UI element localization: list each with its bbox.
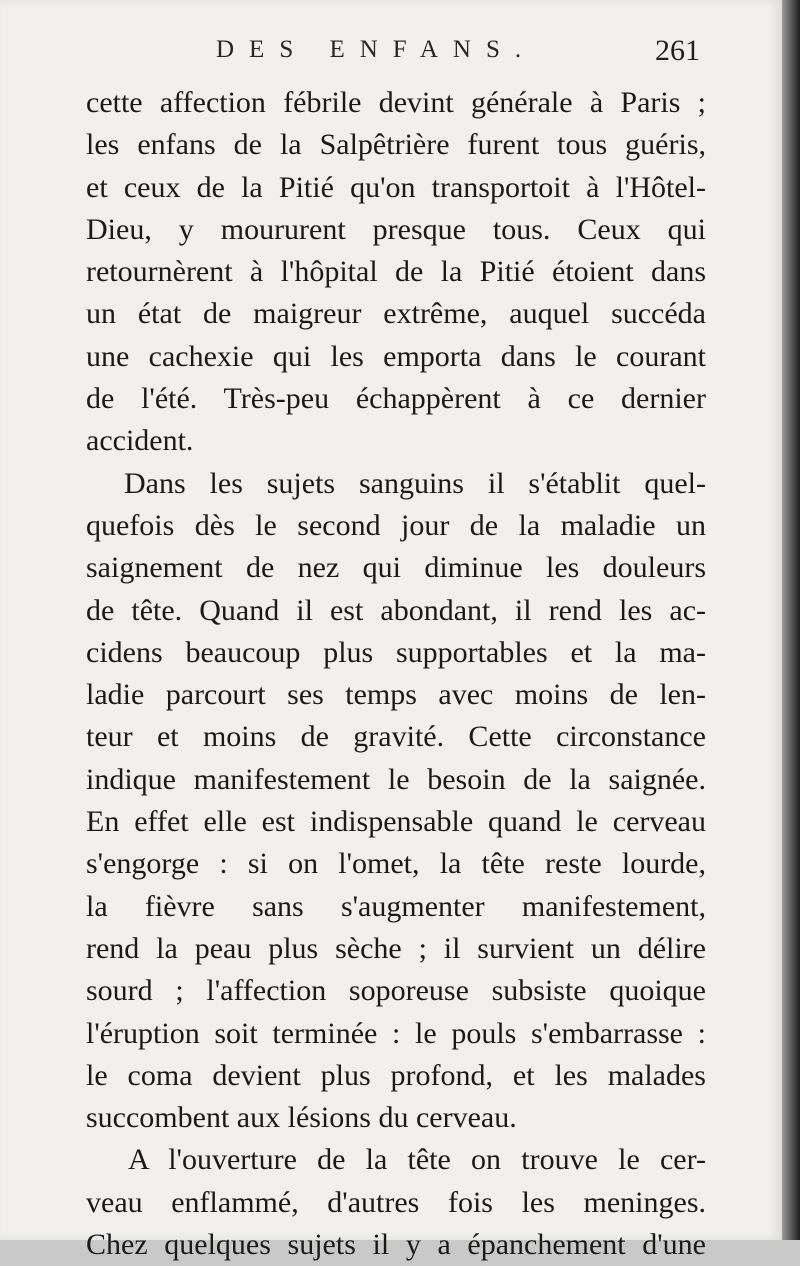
text-line: la fièvre sans s'augmenter manifestement,: [86, 889, 706, 923]
text-line: l'éruption soit terminée : le pouls s'embarrasse :: [86, 1016, 706, 1050]
text-line: quefois dès le second jour de la maladie un: [86, 508, 706, 542]
text-line: indique manifestement le besoin de la saignée.: [86, 762, 706, 796]
text-line: les enfans de la Salpêtrière furent tous guéris,: [86, 128, 706, 162]
text-line: s'engorge : si on l'omet, la tête reste lourde,: [86, 847, 706, 881]
page-header: [88, 34, 708, 74]
body-text: [86, 82, 706, 1266]
text-line: accident.: [86, 424, 194, 458]
text-line: En effet elle est indispensable quand le cerveau: [86, 805, 706, 839]
text-line: de tête. Quand il est abondant, il rend les ac-: [86, 593, 706, 627]
text-line: succombent aux lésions du cerveau.: [86, 1101, 517, 1135]
paragraph-start-line: A l'ouverture de la tête on trouve le cer-: [128, 1143, 706, 1177]
text-line: ladie parcourt ses temps avec moins de len-: [86, 678, 706, 712]
text-line: cidens beaucoup plus supportables et la ma-: [86, 635, 706, 669]
page-number: 261: [655, 34, 700, 67]
text-line: retournèrent à l'hôpital de la Pitié étoient dans: [86, 255, 706, 289]
text-line: saignement de nez qui diminue les douleurs: [86, 551, 706, 585]
text-line: Chez quelques sujets il y a épanchement d'une: [86, 1228, 706, 1262]
text-line: cette affection fébrile devint générale à Paris ;: [86, 86, 706, 119]
page-edge-shadow: [782, 0, 800, 1240]
text-line: et ceux de la Pitié qu'on transportoit à l'Hôtel-: [86, 170, 706, 204]
text-line: une cachexie qui les emporta dans le courant: [86, 339, 706, 373]
text-line: rend la peau plus sèche ; il survient un délire: [86, 931, 706, 965]
text-line: Dieu, y moururent presque tous. Ceux qui: [86, 212, 706, 246]
running-title: DES ENFANS.: [216, 36, 537, 63]
text-line: teur et moins de gravité. Cette circonstance: [86, 720, 706, 754]
paragraph-start-line: Dans les sujets sanguins il s'établit quel-: [124, 466, 706, 500]
text-line: de l'été. Très-peu échappèrent à ce dernier: [86, 382, 706, 416]
text-line: sourd ; l'affection soporeuse subsiste quoique: [86, 974, 706, 1008]
text-line: le coma devient plus profond, et les malades: [86, 1058, 706, 1092]
text-line: un état de maigreur extrême, auquel succéda: [86, 297, 706, 331]
text-line: veau enflammé, d'autres fois les meninges.: [86, 1185, 706, 1219]
